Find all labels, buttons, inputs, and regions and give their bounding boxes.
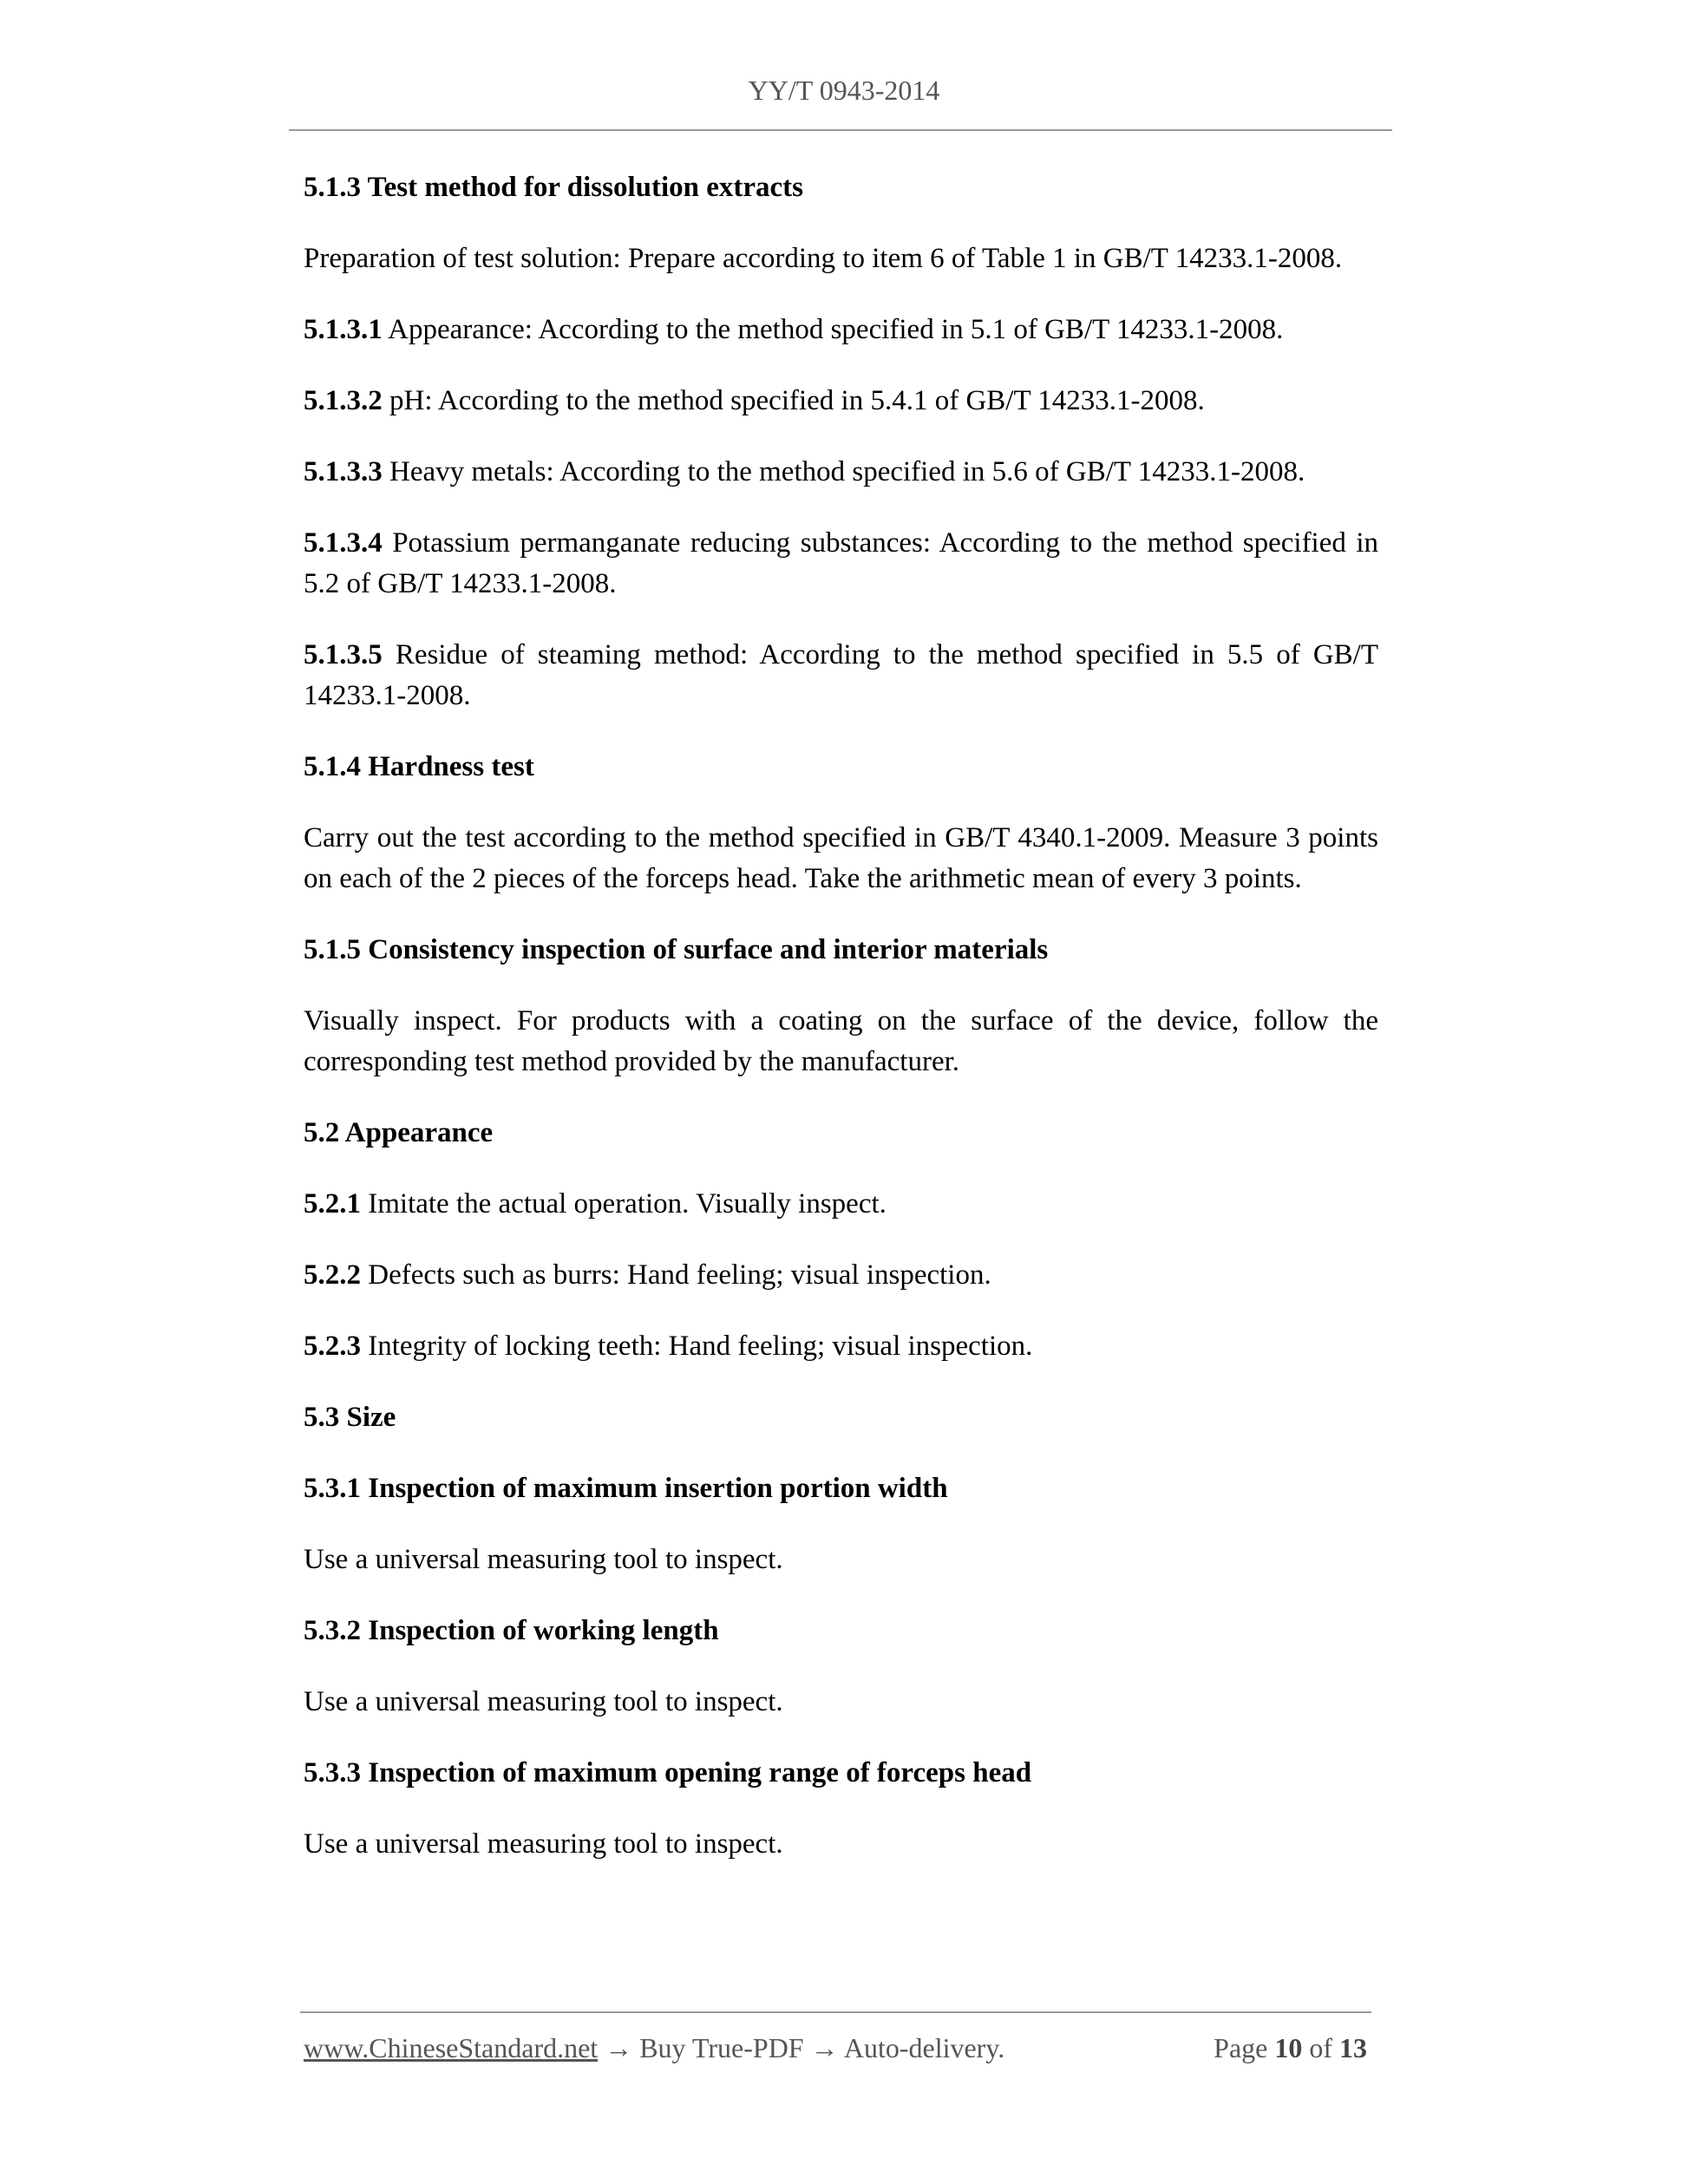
- total-pages: 13: [1339, 2032, 1367, 2063]
- clause-text: pH: According to the method specified in 5.4.1 of GB/T 14233.1-2008.: [382, 385, 1205, 416]
- numbered-clause: [304, 1326, 1378, 1367]
- numbered-clause: [304, 1184, 1378, 1225]
- clause-text: Potassium permanganate reducing substances: According to the method specified in 5.2 of GB/T 14233.1-2008.: [304, 527, 1378, 599]
- clause-text: Residue of steaming method: According to the method specified in 5.5 of GB/T 14233.1-2008.: [304, 639, 1378, 711]
- paragraph: Use a universal measuring tool to inspect.: [304, 1828, 783, 1860]
- numbered-clause: [304, 523, 1378, 605]
- page-label: Page: [1214, 2032, 1275, 2063]
- clause-text: Heavy metals: According to the method specified in 5.6 of GB/T 14233.1-2008.: [382, 456, 1305, 487]
- numbered-clause: [304, 381, 1378, 422]
- paragraph: Visually inspect. For products with a coating on the surface of the device, follow the corresponding test method provided by the manufacturer.: [304, 1005, 1378, 1077]
- footer: [304, 2032, 1367, 2064]
- section-heading: 5.3.2 Inspection of working length: [304, 1615, 719, 1646]
- section-heading: 5.3 Size: [304, 1402, 396, 1433]
- document-body: [304, 167, 1378, 1895]
- section-heading: 5.1.5 Consistency inspection of surface and interior materials: [304, 934, 1049, 965]
- numbered-clause: [304, 1255, 1378, 1296]
- clause-number: 5.2.1: [304, 1188, 361, 1220]
- clause-text: Integrity of locking teeth: Hand feeling; visual inspection.: [361, 1331, 1033, 1362]
- auto-delivery-text: → Auto-delivery.: [810, 2032, 1005, 2063]
- clause-number: 5.2.3: [304, 1331, 361, 1362]
- numbered-clause: [304, 310, 1378, 350]
- paragraph: Use a universal measuring tool to inspect.: [304, 1686, 783, 1717]
- section-heading: 5.3.3 Inspection of maximum opening range of forceps head: [304, 1757, 1032, 1788]
- clause-text: Appearance: According to the method specified in 5.1 of GB/T 14233.1-2008.: [382, 314, 1284, 345]
- clause-text: Imitate the actual operation. Visually inspect.: [361, 1188, 887, 1220]
- numbered-clause: [304, 635, 1378, 716]
- section-heading: 5.2 Appearance: [304, 1117, 494, 1148]
- footer-divider: [300, 2011, 1371, 2013]
- section-heading: 5.1.4 Hardness test: [304, 751, 534, 782]
- clause-number: 5.1.3.5: [304, 639, 383, 670]
- numbered-clause: [304, 452, 1378, 493]
- clause-number: 5.1.3.2: [304, 385, 383, 416]
- footer-promo: [304, 2032, 1004, 2064]
- section-heading: 5.3.1 Inspection of maximum insertion portion width: [304, 1473, 948, 1504]
- buy-pdf-text: → Buy True-PDF: [598, 2032, 811, 2063]
- clause-number: 5.1.3.4: [304, 527, 383, 559]
- paragraph: Use a universal measuring tool to inspect.: [304, 1544, 783, 1575]
- paragraph: Preparation of test solution: Prepare according to item 6 of Table 1 in GB/T 14233.1-2008.: [304, 243, 1343, 274]
- clause-number: 5.2.2: [304, 1259, 361, 1291]
- of-label: of: [1302, 2032, 1339, 2063]
- document-code-header: YY/T 0943-2014: [748, 75, 940, 106]
- current-page: 10: [1274, 2032, 1303, 2063]
- paragraph: Carry out the test according to the method specified in GB/T 4340.1-2009. Measure 3 points on each of the 2 pieces of the forceps head. Take the arithmetic mean of every 3 points.: [304, 822, 1378, 894]
- section-heading: 5.1.3 Test method for dissolution extracts: [304, 172, 803, 203]
- website-link[interactable]: www.ChineseStandard.net: [304, 2032, 599, 2063]
- header-divider: [289, 129, 1392, 131]
- page-number: [1214, 2032, 1367, 2064]
- clause-number: 5.1.3.3: [304, 456, 383, 487]
- clause-text: Defects such as burrs: Hand feeling; visual inspection.: [361, 1259, 991, 1291]
- clause-number: 5.1.3.1: [304, 314, 383, 345]
